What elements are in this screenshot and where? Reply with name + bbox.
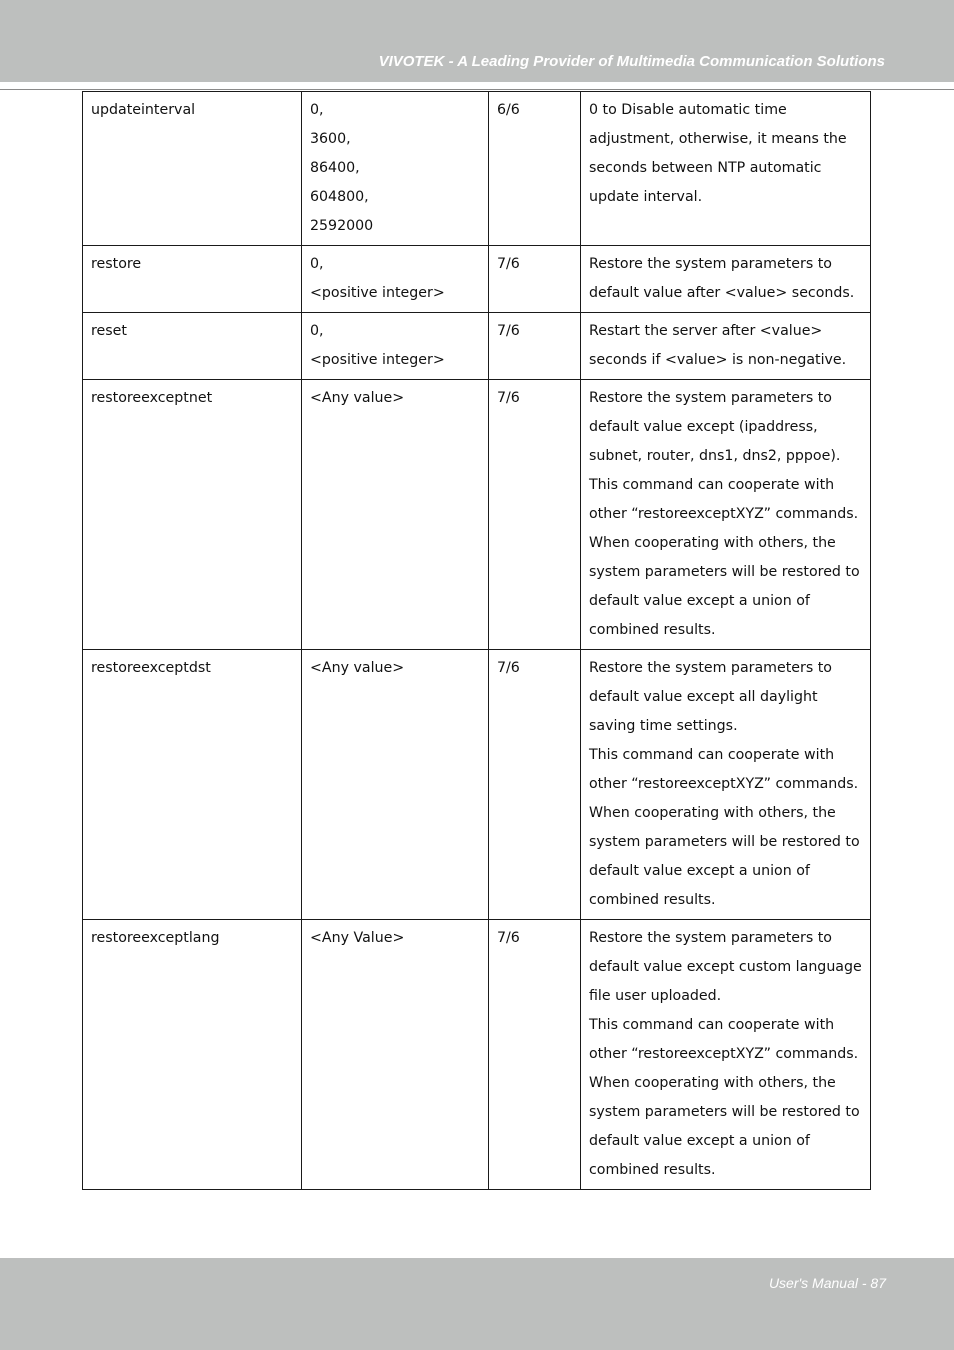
description-line: other “restoreexceptXYZ” commands. <box>589 506 859 522</box>
parameter-name-cell <box>83 650 302 920</box>
description-line: default value except a union of <box>589 1133 810 1149</box>
parameter-value-line: 86400, <box>310 160 360 176</box>
parameter-value-line: <Any value> <box>310 390 405 406</box>
parameter-table <box>82 91 871 1190</box>
table-row <box>83 380 871 650</box>
security-level: 7/6 <box>497 323 520 339</box>
description-cell <box>581 380 871 650</box>
parameter-name: restoreexceptlang <box>91 930 220 946</box>
parameter-value-line: <positive integer> <box>310 285 445 301</box>
parameter-value-line: 0, <box>310 323 324 339</box>
description-line: adjustment, otherwise, it means the <box>589 131 847 147</box>
table-row <box>83 650 871 920</box>
description-line: When cooperating with others, the <box>589 805 836 821</box>
description-line: saving time settings. <box>589 718 738 734</box>
description-line: file user uploaded. <box>589 988 722 1004</box>
security-level-cell <box>489 650 581 920</box>
description-line: Restore the system parameters to <box>589 660 832 676</box>
parameter-name-cell <box>83 92 302 246</box>
parameter-value-line: 0, <box>310 256 324 272</box>
description-line: default value except (ipaddress, <box>589 419 818 435</box>
parameter-name-cell <box>83 380 302 650</box>
description-line: Restore the system parameters to <box>589 930 832 946</box>
description-line: This command can cooperate with <box>589 477 835 493</box>
security-level: 7/6 <box>497 256 520 272</box>
table-row <box>83 920 871 1190</box>
description-line: system parameters will be restored to <box>589 834 860 850</box>
description-line: combined results. <box>589 1162 716 1178</box>
security-level-cell <box>489 246 581 313</box>
parameter-value-line: <positive integer> <box>310 352 445 368</box>
description-line: Restore the system parameters to <box>589 256 832 272</box>
description-cell <box>581 246 871 313</box>
table-row <box>83 313 871 380</box>
parameter-value-line: 604800, <box>310 189 369 205</box>
security-level-cell <box>489 313 581 380</box>
parameter-value-line: 2592000 <box>310 218 374 234</box>
parameter-value-cell <box>302 380 489 650</box>
parameter-name: restoreexceptnet <box>91 390 213 406</box>
description-line: default value except a union of <box>589 863 810 879</box>
header-divider <box>0 89 954 90</box>
parameter-value-line: <Any value> <box>310 660 405 676</box>
header-title: VIVOTEK - A Leading Provider of Multimedia Communication Solutions <box>378 53 885 70</box>
parameter-value-line: <Any Value> <box>310 930 405 946</box>
description-line: default value except a union of <box>589 593 810 609</box>
description-line: subnet, router, dns1, dns2, pppoe). <box>589 448 841 464</box>
parameter-value-line: 3600, <box>310 131 351 147</box>
description-line: seconds if <value> is non-negative. <box>589 352 847 368</box>
description-line: This command can cooperate with <box>589 1017 835 1033</box>
description-line: seconds between NTP automatic <box>589 160 822 176</box>
parameter-value-line: 0, <box>310 102 324 118</box>
page-footer <box>0 1258 954 1350</box>
description-line: Restart the server after <value> <box>589 323 823 339</box>
description-cell <box>581 650 871 920</box>
description-line: default value except custom language <box>589 959 862 975</box>
security-level-cell <box>489 92 581 246</box>
parameter-name-cell <box>83 246 302 313</box>
description-line: combined results. <box>589 892 716 908</box>
parameter-name: reset <box>91 323 127 339</box>
description-line: 0 to Disable automatic time <box>589 102 787 118</box>
description-line: default value after <value> seconds. <box>589 285 855 301</box>
description-line: When cooperating with others, the <box>589 535 836 551</box>
parameter-value-cell <box>302 650 489 920</box>
security-level-cell <box>489 380 581 650</box>
description-cell <box>581 313 871 380</box>
table-row <box>83 92 871 246</box>
parameter-value-cell <box>302 313 489 380</box>
description-line: When cooperating with others, the <box>589 1075 836 1091</box>
security-level: 7/6 <box>497 930 520 946</box>
description-line: update interval. <box>589 189 703 205</box>
page-number: User's Manual - 87 <box>768 1275 886 1291</box>
description-line: combined results. <box>589 622 716 638</box>
description-line: other “restoreexceptXYZ” commands. <box>589 1046 859 1062</box>
description-cell <box>581 92 871 246</box>
security-level-cell <box>489 920 581 1190</box>
parameter-value-cell <box>302 246 489 313</box>
parameter-name: updateinterval <box>91 102 196 118</box>
parameter-name-cell <box>83 313 302 380</box>
security-level: 7/6 <box>497 390 520 406</box>
description-line: other “restoreexceptXYZ” commands. <box>589 776 859 792</box>
parameter-name: restore <box>91 256 142 272</box>
parameter-name: restoreexceptdst <box>91 660 211 676</box>
description-line: This command can cooperate with <box>589 747 835 763</box>
description-line: system parameters will be restored to <box>589 564 860 580</box>
parameter-table-body <box>83 92 871 1190</box>
security-level: 6/6 <box>497 102 520 118</box>
description-line: default value except all daylight <box>589 689 818 705</box>
description-line: system parameters will be restored to <box>589 1104 860 1120</box>
description-cell <box>581 920 871 1190</box>
security-level: 7/6 <box>497 660 520 676</box>
table-row <box>83 246 871 313</box>
parameter-value-cell <box>302 920 489 1190</box>
description-line: Restore the system parameters to <box>589 390 832 406</box>
parameter-value-cell <box>302 92 489 246</box>
parameter-name-cell <box>83 920 302 1190</box>
